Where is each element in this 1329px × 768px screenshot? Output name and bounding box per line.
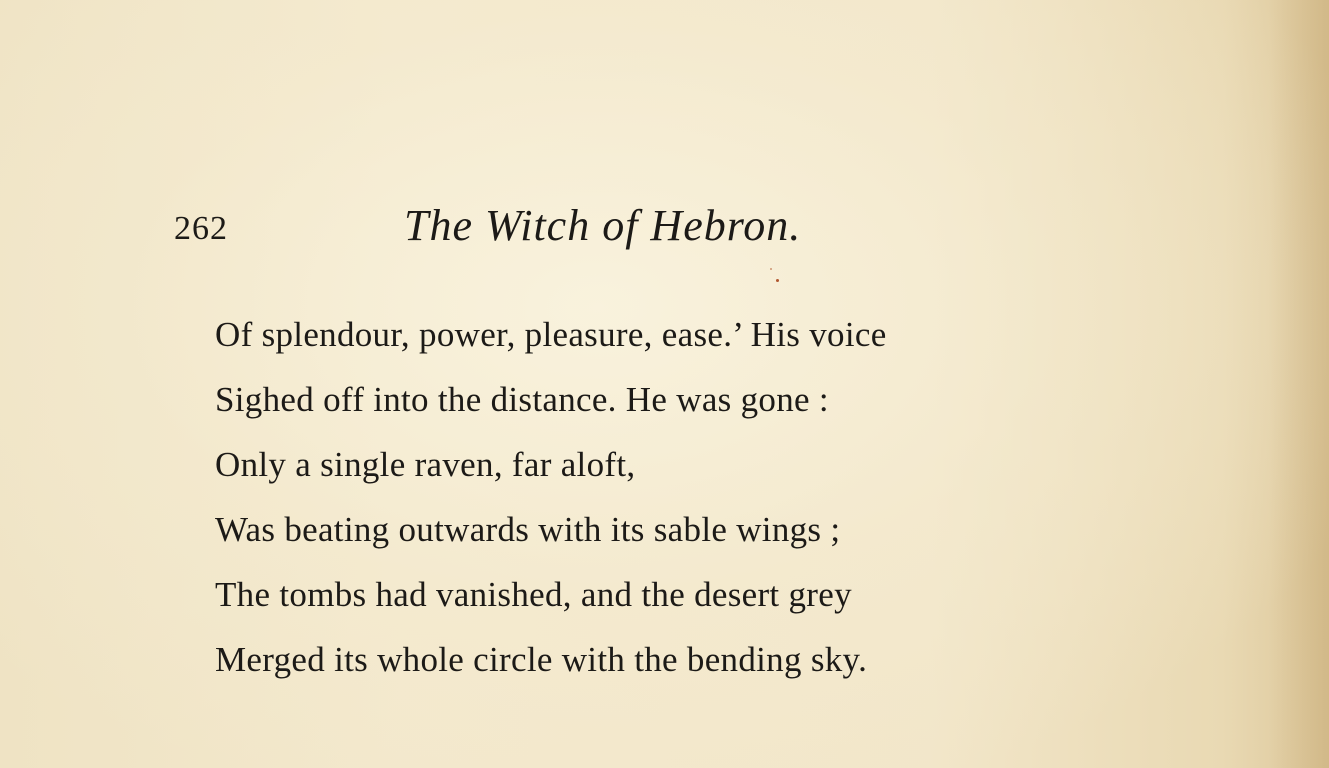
page-number: 262 [174, 210, 228, 247]
poem-line: Merged its whole circle with the bending sky. [215, 640, 868, 679]
poem-line: The tombs had vanished, and the desert grey [215, 575, 852, 614]
poem-line: Of splendour, power, pleasure, ease.’ His voice [215, 315, 887, 354]
poem-line: Sighed off into the distance. He was gone : [215, 380, 829, 419]
ink-speck [776, 279, 779, 282]
ink-speck [770, 268, 772, 270]
page-edge-shadow [1269, 0, 1329, 768]
running-title: The Witch of Hebron. [404, 201, 802, 250]
poem-line: Only a single raven, far aloft, [215, 445, 636, 484]
bleed-through-text [1030, 300, 1310, 760]
poem-text [215, 302, 887, 692]
poem-line: Was beating outwards with its sable wings ; [215, 510, 841, 549]
